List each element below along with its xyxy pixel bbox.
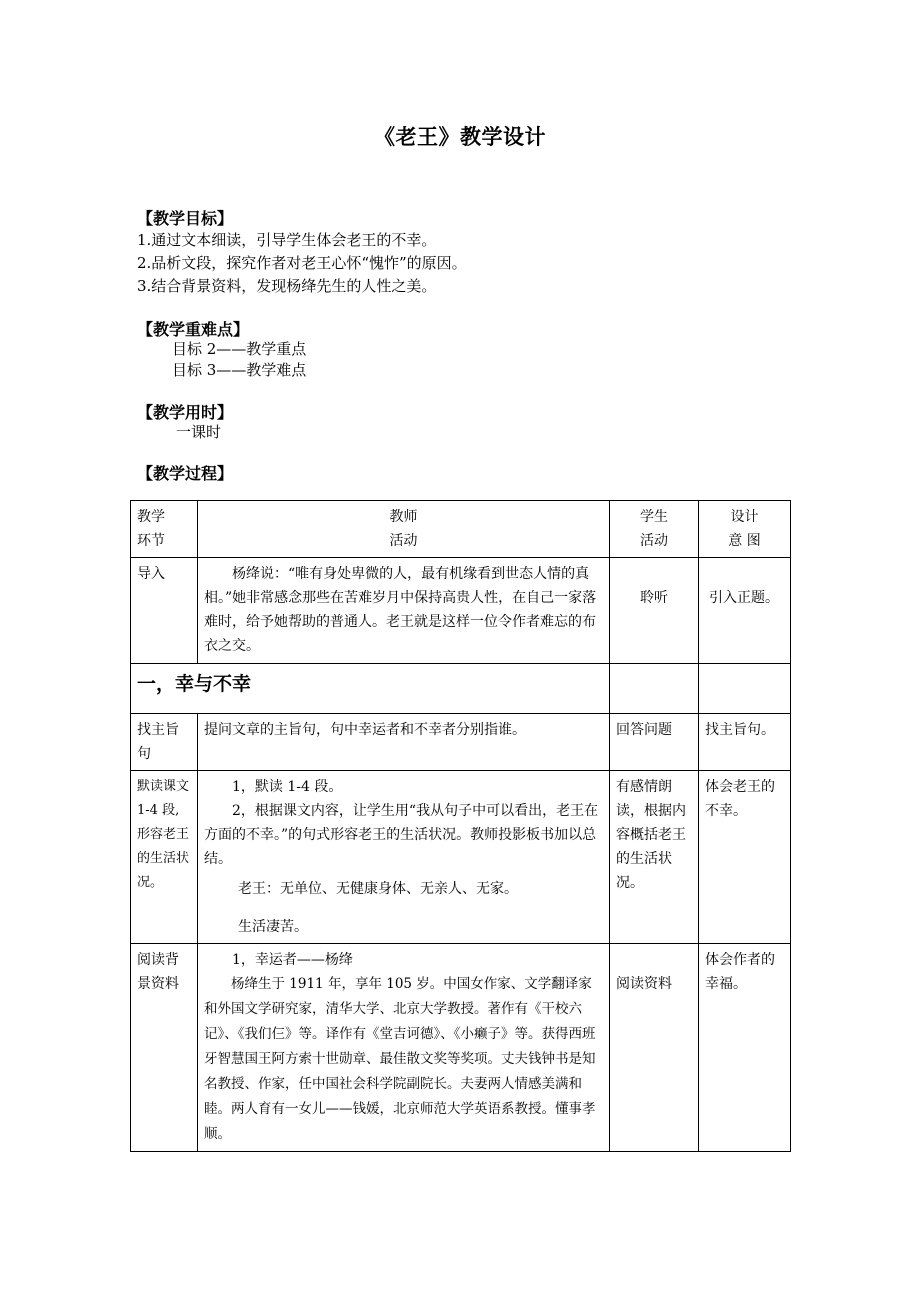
time-heading: 【教学用时】 [137,403,234,422]
time-value: 一课时 [176,423,222,441]
intent-cell: 找主旨句。 [699,714,791,771]
empty-cell [699,664,791,714]
teacher-text: 1，默读 1-4 段。 [232,779,343,795]
objective-item: 2.品析文段，探究作者对老王心怀“愧怍”的原因。 [137,254,467,272]
teacher-text: 2，根据课文内容，让学生用“我从句子中可以看出，老王在方面的不幸。”的句式形容老王的生活状况。教师投影板书加以总结。 [204,803,599,867]
key-point-item: 目标 2——教学重点 [172,340,307,358]
teacher-text: 杨绛说：“唯有身处卑微的人，最有机缘看到世态人情的真相。”她非常感念那些在苦难岁月中保持高贵人性，在自己一家落难时，给予她帮助的普通人。老王就是这样一位令作者难忘的布衣之交。 [204,566,597,654]
table-row [131,558,791,664]
table-row [131,714,791,771]
teacher-text: 老王：无单位、无健康身体、无亲人、无家。 [238,881,518,897]
teacher-text: 杨绛生于 1911 年，享年 105 岁。中国女作家、文学翻译家和外国文学研究家，清华大学、北京大学教授。著作有《干校六记》、《我们仨》等。译作有《堂吉诃德》、《小癞子》等。获得西班牙智慧国王阿方索十世勋章、最佳散文奖等奖项。丈夫钱钟书是知名教授、作家，任中国社会科学院副院长。夫妻两人情感美满和睦。两人育有一女儿——钱媛，北京师范大学英语系教授。懂事孝顺。 [204,976,596,1142]
header-text: 意 图 [728,533,761,549]
header-cell-intent [699,501,791,558]
process-heading: 【教学过程】 [137,464,234,483]
teacher-text: 生活凄苦。 [238,919,308,935]
section-title: 一，幸与不幸 [131,664,610,714]
page-title: 《老王》教学设计 [374,125,546,149]
teacher-cell [198,944,610,1152]
header-cell-student [610,501,699,558]
header-text: 活动 [640,533,668,549]
header-cell-stage [131,501,198,558]
key-points-heading: 【教学重难点】 [137,320,250,339]
objectives-heading: 【教学目标】 [137,209,234,228]
objective-item: 3.结合背景资料，发现杨绛先生的人性之美。 [137,277,437,295]
process-table [130,500,791,1152]
intent-cell: 体会老王的不幸。 [699,771,791,944]
stage-cell: 导入 [131,558,198,664]
stage-cell: 找主旨句 [131,714,198,771]
teacher-cell [198,771,610,944]
header-text: 环节 [137,533,165,549]
objective-item: 1.通过文本细读，引导学生体会老王的不幸。 [137,231,437,249]
key-point-item: 目标 3——教学难点 [172,361,307,379]
section-row [131,664,791,714]
header-cell-teacher [198,501,610,558]
stage-cell: 阅读背景资料 [131,944,198,1152]
student-cell: 聆听 [610,558,699,664]
teacher-cell: 提问文章的主旨句，句中幸运者和不幸者分别指谁。 [198,714,610,771]
student-cell: 阅读资料 [610,944,699,1152]
table-row [131,944,791,1152]
header-text: 教学 [137,509,165,525]
empty-cell [610,664,699,714]
header-text: 活动 [389,533,418,549]
intent-cell: 体会作者的幸福。 [699,944,791,1152]
table-row [131,771,791,944]
header-text: 教师 [389,509,418,525]
student-cell: 有感情朗读，根据内容概括老王的生活状况。 [610,771,699,944]
teacher-text: 1，幸运者——杨绛 [232,952,353,968]
student-cell: 回答问题 [610,714,699,771]
header-text: 设计 [730,509,759,525]
stage-cell: 默读课文 1-4 段,形容老王的生活状况。 [131,771,198,944]
teacher-cell [198,558,610,664]
table-header-row [131,501,791,558]
header-text: 学生 [640,509,668,525]
intent-cell: 引入正题。 [699,558,791,664]
